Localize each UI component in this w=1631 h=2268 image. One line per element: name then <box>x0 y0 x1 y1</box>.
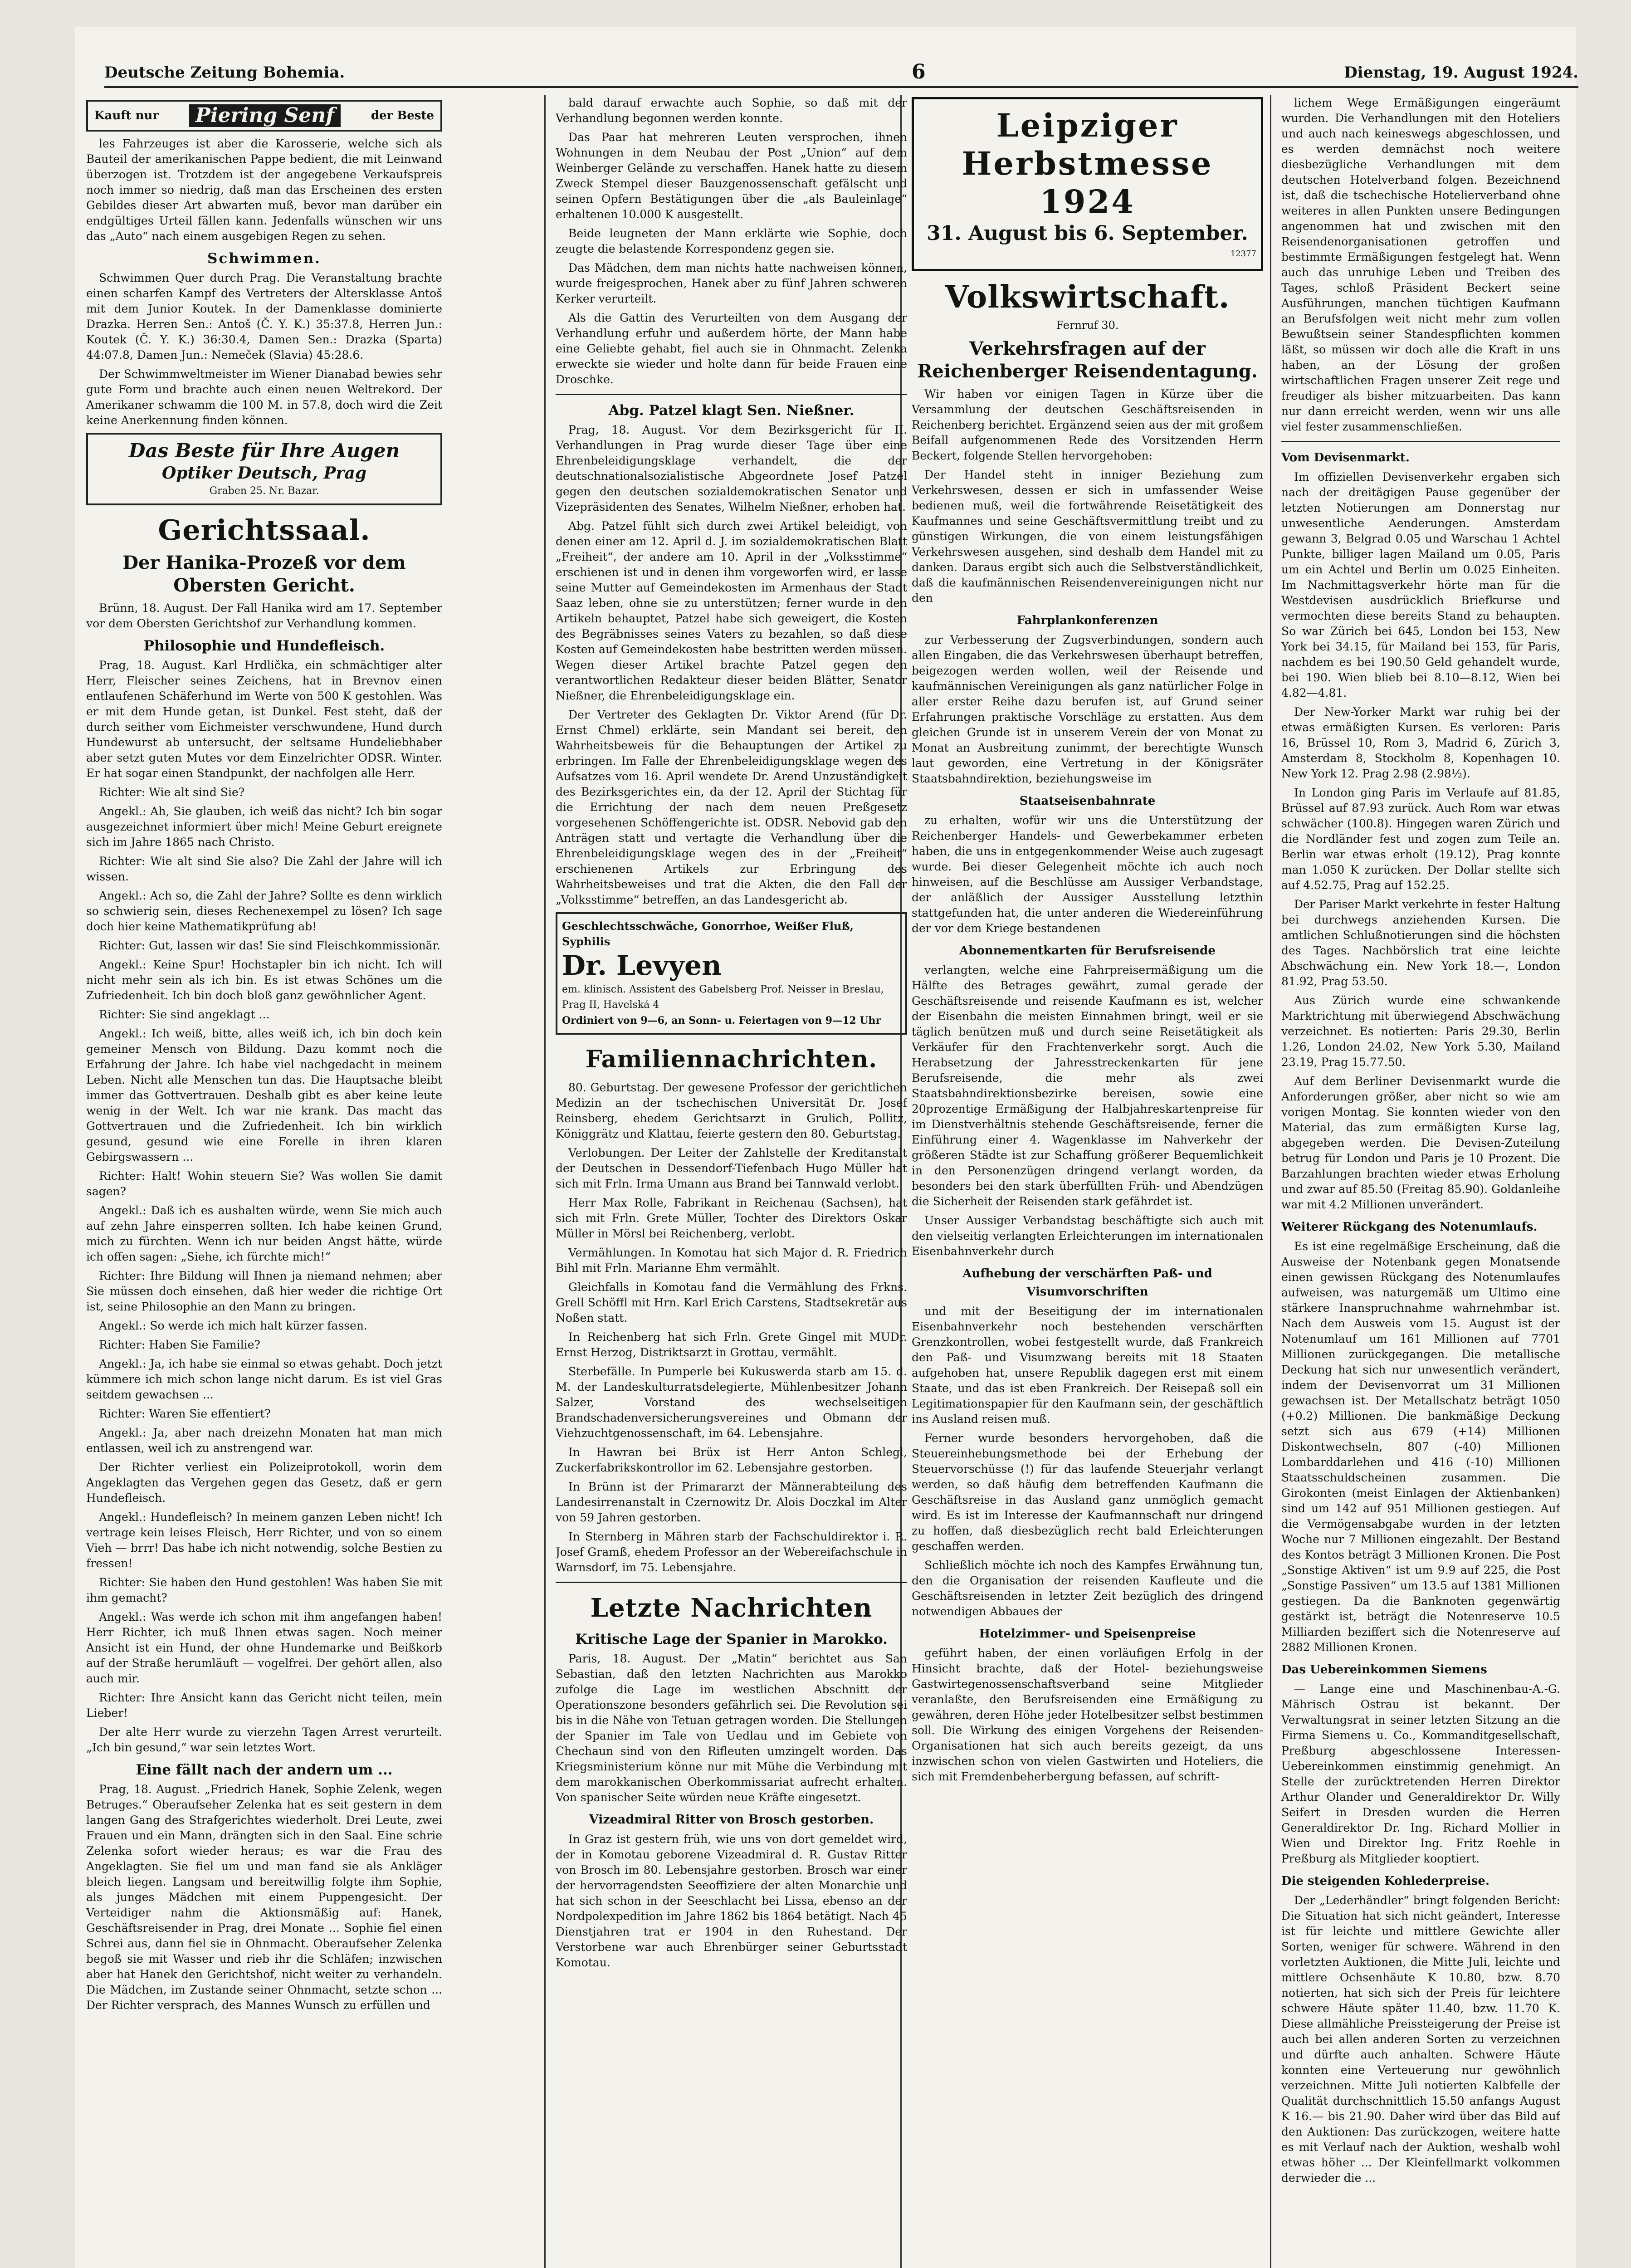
fair-dates: 31. August bis 6. September. <box>927 222 1248 245</box>
section-heading: Familiennachrichten. <box>585 1046 878 1073</box>
column-2 <box>556 95 907 2268</box>
subheading: Fahrplankonferenzen <box>1016 614 1158 627</box>
paragraph: Angekl.: So werde ich mich halt kürzer fassen. <box>99 1319 367 1332</box>
article-headline: Philosophie und Hundefleisch. <box>143 638 385 654</box>
paragraph: In Sternberg in Mähren starb der Fachschuldirektor i. R. Josef Gramß, ehedem Professor an der Webereifachschule in Warnsdorf, im 75. Lebensjahre. <box>556 1530 907 1574</box>
ad-name: Optiker Deutsch, Prag <box>161 464 367 483</box>
section-heading: Volkswirtschaft. <box>945 279 1230 315</box>
article-headline: Weiterer Rückgang des Notenumlaufs. <box>1281 1220 1538 1234</box>
issue-date: Dienstag, 19. August 1924. <box>1344 64 1578 82</box>
paragraph: und mit der Beseitigung der im internationalen Eisenbahnverkehr noch bestehenden verschärften Grenzkontrollen, wobei festgestellt wurde, daß Frankreich den Paß- und Visumzwang bereits mit 18 Staaten aufgehoben hat, unsere Republik dagegen erst mit einem Staate, und das ist eben Frankreich. Der Reisepaß soll ein Legitimationspapier für den Kaufmann sein, der geschäftlich ins Ausland reisen muß. <box>912 1305 1263 1426</box>
article-headline: Vom Devisenmarkt. <box>1281 451 1410 464</box>
paragraph: Angekl.: Ach so, die Zahl der Jahre? Sollte es denn wirklich so schwierig sein, dieses Rechenexempel zu lösen? Ich sage doch hier keine Mathematikprüfung ab! <box>86 889 442 933</box>
paragraph: Prag, 18. August. Vor dem Bezirksgericht für II. Verhandlungen in Prag wurde dieser Tage über eine Ehrenbeleidigungsklage verhandelt, die der deutschnationalsozialistische Abgeordnete Josef Patzel gegen den deutschen sozialdemokratischen Senator und Vizepräsidenten des Senates, Wilhelm Nießner, erhoben hat. <box>556 423 907 513</box>
subheading: Staatseisenbahnrate <box>1019 794 1156 808</box>
paragraph: Angekl.: Daß ich es aushalten würde, wenn Sie mich auch auf zehn Jahre einsperren sollten. Ich habe keinen Grund, mich zu fürchten. Wenn ich nur beiden Angst hätte, würde ich offen sagen: „Siehe, ich fürchte mich!“ <box>86 1204 442 1263</box>
paragraph: Vermählungen. In Komotau hat sich Major d. R. Friedrich Bihl mit Frln. Marianne Ehm vermählt. <box>556 1246 907 1275</box>
paragraph: verlangten, welche eine Fahrpreisermäßigung um die Hälfte des Betrages gewährt, zumal gerade der Geschäftsreisende und reisende Kaufmann es ist, welcher der Eisenbahn die meisten Einnahmen bringt, weil er sie täglich benützen muß und durch seine Reisetätigkeit als Verkäufer für den Frachtenverkehr sorgt. Auch die Herabsetzung der Jahresstreckenkarten für jene Berufsreisende, die mehr als zwei Staatsbahndirektionsbezirke bereisen, sowie eine 20prozentige Ermäßigung der Halbjahreskartenpreise für im Dienstverhältnis stehende Geschäftsreisende, ferner die Einführung einer 4. Wagenklasse im Nahverkehr der größeren Städte ist zur Schaffung größerer Bequemlichkeit in den Personenzügen dringend verlangt worden, da besonders bei den stark überfüllten Früh- und Abendzügen die Sicherheit der Reisenden stark gefährdet ist. <box>912 963 1263 1208</box>
paragraph: Der Richter verliest ein Polizeiprotokoll, worin dem Angeklagten das Vergehen gegen das Gesetz, daß er gern Hundefleisch. <box>86 1461 442 1505</box>
paragraph: Angekl.: Was werde ich schon mit ihm angefangen haben! Herr Richter, ich muß Ihnen etwas sagen. Noch meiner Ansicht ist ein Hund, der ohne Hundemarke und Beißkorb auf der Straße herumläuft — vogelfrei. Der gehört allen, also auch mir. <box>86 1610 442 1685</box>
paragraph: Es ist eine regelmäßige Erscheinung, daß die Ausweise der Notenbank gegen Monatsende einen gewissen Rückgang des Notenumlaufes aufweisen, was naturgemäß um Ultimo eine stärkere Inanspruchnahme wahrnehmbar ist. Nach dem Ausweis vom 15. August ist der Notenumlauf um 161 Millionen auf 7701 Millionen zurückgegangen. Die metallische Deckung hat sich nur unwesentlich verändert, indem der Devisenvorrat um 31 Millionen gewachsen ist. Der Metallschatz beträgt 1050 (+0.2) Millionen. Die bankmäßige Deckung setzt sich aus 679 (+14) Millionen Diskontwechseln, 807 (-40) Millionen Lombarddarlehen und 416 (-10) Millionen Staatsschuldscheinen zusammen. Die Girokonten (meist Einlagen der Aktienbanken) sind um 142 auf 951 Millionen gestiegen. Auf die Vermögensabgabe wurden in der letzten Woche nur 7 Millionen eingezahlt. Der Bestand des Kontos beträgt 3 Millionen Kronen. Die Post „Sonstige Aktiven“ ist um 9.9 auf 225, die Post „Sonstige Passiven“ um 13.5 auf 1381 Millionen gestiegen. Da die Banknoten gegenwärtig gestärkt ist, beträgt die Notenreserve 10.5 Milliarden beziffert sich die Notenreserve auf 2882 Millionen Kronen. <box>1281 1240 1560 1654</box>
paragraph: Richter: Halt! Wohin steuern Sie? Was wollen Sie damit sagen? <box>86 1169 442 1198</box>
divider <box>556 394 907 395</box>
paragraph: Schließlich möchte ich noch des Kampfes Erwähnung tun, den die Organisation der reisenden Kaufleute und die Geschäftsreisenden in letzter Zeit bezüglich des dringend notwendigen Abbaues der <box>912 1559 1263 1618</box>
paragraph: Prag, 18. August. Karl Hrdlička, ein schmächtiger alter Herr, Fleischer seines Zeichens, hat in Brevnov einen entlaufenen Schäferhund im Werte von 500 K gestohlen. Was er mit dem Hunde getan, ist Dunkel. Fest steht, daß der durch seither vom Eichmeister verschwundene, Hund durch Hundewurst ab untersucht, der seltsame Hundeliebhaber aber setzt guten Mutes vor dem Einzelrichter ODSR. Winter. Er hat sogar einen Standpunkt, der nachfolgen alle Herr. <box>86 659 442 780</box>
section-heading: Letzte Nachrichten <box>590 1593 873 1623</box>
ad-hours: Ordiniert von 9—6, an Sonn- u. Feiertagen von 9—12 Uhr <box>562 1015 881 1026</box>
leipzig-fair-ad <box>912 97 1263 271</box>
section-heading: Schwimmen. <box>207 250 321 267</box>
section-subtitle: Fernruf 30. <box>1056 319 1119 332</box>
paragraph: Der Handel steht in inniger Beziehung zum Verkehrswesen, dessen er sich in umfassender Weise bedienen muß, weil die fortwährende Reisetätigkeit des Kaufmannes und seine Geschäftsvermittlung treibt und zu günstigen Wirkungen, die von einem leistungsfähigen Verkehrswesen ausgehen, sind deshalb dem Handel mit zu danken. Daraus ergibt sich auch die Selbstverständlichkeit, daß die kaufmännischen Reisendenvereinigungen nicht nur den <box>912 468 1263 605</box>
paper-name: Deutsche Zeitung Bohemia. <box>104 64 345 82</box>
optiker-ad <box>86 433 442 505</box>
paragraph: In Brünn ist der Primararzt der Männerabteilung des Landesirrenanstalt in Czernowitz Dr. Alois Doczkal im Alter von 59 Jahren gestorben. <box>556 1480 907 1524</box>
masthead <box>104 59 1578 88</box>
paragraph: Richter: Wie alt sind Sie also? Die Zahl der Jahre will ich wissen. <box>86 855 442 883</box>
paragraph: Brünn, 18. August. Der Fall Hanika wird am 17. September vor dem Obersten Gerichtshof zur Verhandlung kommen. <box>86 601 442 630</box>
paragraph: Als die Gattin des Verurteilten von dem Ausgang der Verhandlung erfuhr und außerdem hörte, der Mann habe eine Geliebte gehabt, fiel auch sie in Ohnmacht. Zelenka erweckte sie wieder und holte dann für beide Frauen eine Droschke. <box>556 311 907 386</box>
divider <box>1281 441 1560 442</box>
paragraph: Das Mädchen, dem man nichts hatte nachweisen können, wurde freigesprochen, Hanek aber zu fünf Jahren schweren Kerker verurteilt. <box>556 261 907 305</box>
column-4 <box>1281 95 1560 2268</box>
paragraph: lichem Wege Ermäßigungen eingeräumt wurden. Die Verhandlungen mit den Hoteliers und auch nach keineswegs abgeschlossen, und es werden demnächst noch weitere diesbezügliche Verhandlungen mit dem deutschen Hotelverband folgen. Bezeichnend ist, daß die tschechische Hotelierverband ohne weiteres in allen Punkten unsere Bedingungen angenommen hat und zwischen mit den Reisendenorganisationen getroffen und bestimmte Ermäßigungen festgelegt hat. Wenn auch das unruhige Leben und Treiben des Tages, schloß Präsident Beckert seine Ausführungen, manchen tüchtigen Kaufmann an Berufsfolgen weit nicht mehr zum vollen Bewußtsein seiner Standespflichten kommen läßt, so müssen wir doch alle die Kraft in uns haben, an der Lösung der großen wirtschaftlichen Fragen unserer Zeit rege und freudiger als bisher mitzuarbeiten. Das kann nur dann erreicht werden, wenn wir uns alle viel fester zusammenschließen. <box>1281 96 1560 433</box>
paragraph: Ferner wurde besonders hervorgehoben, daß die Steuereinhebungsmethode bei der Erhebung der Steuervorschüsse (!) für das laufende Steuerjahr verlangt werden, so daß häufig dem betreffenden Kaufmann die Geschäftsreise in das Ausland ganz unmöglich gemacht wird. Es ist im Interesse der Kaufmannschaft nur dringend zu hoffen, daß diesbezüglich recht bald Erleichterungen geschaffen werden. <box>912 1432 1263 1553</box>
paragraph: Richter: Sie sind angeklagt ... <box>99 1008 270 1021</box>
newspaper-page <box>75 27 1576 2268</box>
paragraph: In Hawran bei Brüx ist Herr Anton Schlegl, Zuckerfabrikskontrollor im 62. Lebensjahre gestorben. <box>556 1446 907 1474</box>
page-number: 6 <box>912 60 926 83</box>
paragraph: Gleichfalls in Komotau fand die Vermählung des Frkns. Grell Schöffl mit Hrn. Karl Erich Carstens, Stadtsekretär aus Noßen statt. <box>556 1281 907 1325</box>
paragraph: Abg. Patzel fühlt sich durch zwei Artikel beleidigt, von denen einer am 12. April d. J. im sozialdemokratischen Blatt „Freiheit“, der andere am 10. April in der „Volksstimme“ erschienen ist und in denen ihm vorgeworfen wird, er lasse seine Mutter auf Gemeindekosten im Armenhaus der Stadt Saaz leben, ohne sie zu unterstützen; ferner wurde in den Artikeln behauptet, Patzel habe sich geweigert, die Kosten des Begräbnisses seines Vaters zu bezahlen, so daß diese Kosten auf Gemeindekosten habe bestritten werden müssen. Wegen dieser Artikel brachte Patzel gegen den verantwortlichen Redakteur dieser beiden Blätter, Senator Nießner, die Ehrenbeleidigungsklage ein. <box>556 519 907 702</box>
paragraph: Richter: Ihre Ansicht kann das Gericht nicht teilen, mein Lieber! <box>86 1691 442 1720</box>
paragraph: Der Pariser Markt verkehrte in fester Haltung bei durchwegs anziehenden Kursen. Die amtlichen Schlußnotierungen sind die höchsten des Tages. Nachbörslich trat eine leichte Abschwächung ein. New York 18.—, London 81.92, Prag 53.50. <box>1281 898 1560 988</box>
paragraph: Angekl.: Ja, aber nach dreizehn Monaten hat man mich entlassen, weil ich zu anstrengend war. <box>86 1426 442 1455</box>
ad-topline: Geschlechtsschwäche, Gonorrhoe, Weißer Fluß, Syphilis <box>562 919 854 948</box>
paragraph: Auf dem Berliner Devisenmarkt wurde die Anforderungen größer, aber nicht so wie am vorigen Montag. Sie konnten wieder von den Material, das zum ermäßigten Kurse lag, abgegeben werden. Die Devisen-Zuteilung betrug für London und Paris je 10 Prozent. Die Barzahlungen brachten wieder etwas Erholung und zwar auf 85.50 (Freitag 85.90). Goldanleihe war mit 4.2 Millionen unverändert. <box>1281 1075 1560 1211</box>
ad-headline: Das Beste für Ihre Augen <box>128 440 400 462</box>
paragraph: Angekl.: Ah, Sie glauben, ich weiß das nicht? Ich bin sogar ausgezeichnet informiert über mich! Meine Geburt ereignete sich im Jahre 1865 nach Christo. <box>86 805 442 849</box>
paragraph: In Reichenberg hat sich Frln. Grete Gingel mit MUDr. Ernst Herzog, Distriktsarzt in Grottau, vermählt. <box>556 1330 907 1359</box>
paragraph: Richter: Ihre Bildung will Ihnen ja niemand nehmen; aber Sie müssen doch einsehen, daß hier weder die richtige Ort ist, seine Philosophie an den Mann zu bringen. <box>86 1269 442 1313</box>
paragraph: Das Paar hat mehreren Leuten versprochen, ihnen Wohnungen in dem Neubau der Post „Union“ auf dem Weinberger Gelände zu verschaffen. Hanek hatte zu diesem Zweck Stempel dieser Bauzgenossenschaft gefälscht und seinen Opfern Bestätigungen über die „als Bauleinlage“ erhaltenen 10.000 K ausgestellt. <box>556 131 907 221</box>
article-headline: Das Uebereinkommen Siemens <box>1281 1663 1487 1677</box>
paragraph: Angekl.: Keine Spur! Hochstapler bin ich nicht. Ich will nicht mehr sein als ich bin. Es ist etwas Schönes um die Zufriedenheit. Ich bin doch bloß ganz gewöhnlicher Agent. <box>86 958 442 1002</box>
ad-text: der Beste <box>371 109 434 122</box>
article-headline: Vizeadmiral Ritter von Brosch gestorben. <box>589 1813 874 1827</box>
levyen-ad <box>556 912 907 1035</box>
paragraph: Richter: Haben Sie Familie? <box>99 1338 260 1351</box>
column-1 <box>86 95 442 2268</box>
paragraph: Sterbefälle. In Pumperle bei Kukuswerda starb am 15. d. M. der Landeskulturratsdelegierte, Mühlenbesitzer Johann Salzer, Vorstand des wechselseitigen Brandschadenversicherungsvereines und Obmann der Viehzuchtgenossenschaft, im 64. Lebensjahre. <box>556 1365 907 1440</box>
paragraph: Der New-Yorker Markt war ruhig bei der etwas ermäßigten Kursen. Es verloren: Paris 16, Brüssel 10, Rom 3, Madrid 6, Zürich 3, Amsterdam 8, Stockholm 8, Kopenhagen 10. New York 12. Prag 2.98 (2.98½). <box>1281 705 1560 780</box>
article-headline: Der Hanika-Prozeß vor dem Obersten Gericht. <box>122 552 406 596</box>
subheading: Abonnementkarten für Berufsreisende <box>959 944 1216 958</box>
ad-address: Graben 25. Nr. Bazar. <box>209 485 319 497</box>
column-rule <box>1270 95 1271 2268</box>
mustard-ad <box>86 100 442 132</box>
paragraph: Angekl.: Hundefleisch? In meinem ganzen Leben nicht! Ich vertrage kein leises Fleisch, Herr Richter, und von so einem Vieh — brrr! Das habe ich nicht notwendig, solche Bestien zu fressen! <box>86 1510 442 1570</box>
section-heading: Gerichtssaal. <box>158 513 371 547</box>
divider <box>556 1582 907 1583</box>
paragraph: zur Verbesserung der Zugsverbindungen, sondern auch allen Eingaben, die das Verkehrswesen überhaupt betreffen, beigezogen werden wollen, weil der Reisende und kaufmännischen Vereinigungen als ganz natürlicher Folge in aller erster Reihe dazu berufen ist, auf Grund seiner Erfahrungen praktische Vorschläge zu erstatten. Aus dem gleichen Grunde ist in unserem Verein der von Monat zu Monat an Ausbreitung zunimmt, der berechtigte Wunsch laut geworden, eine Vertretung in der Königsräter Staatsbahndirektion, beziehungsweise im <box>912 633 1263 785</box>
fair-title: Leipziger <box>996 107 1179 144</box>
paragraph: In Graz ist gestern früh, wie uns von dort gemeldet wird, der in Komotau geborene Vizeadmiral d. R. Gustav Ritter von Brosch im 80. Lebensjahre gestorben. Brosch war einer der hervorragendsten Seeoffiziere der alten Monarchie und hat sich schon in der Seeschlacht bei Lissa, ebenso an der Nordpolexpedition im Jahre 1862 bis 1864 betätigt. Nach 45 Dienstjahren trat er 1904 in den Ruhestand. Der Verstorbene war auch Ehrenbürger seiner Geburtsstadt Komotau. <box>556 1833 907 1969</box>
paragraph: bald darauf erwachte auch Sophie, so daß mit der Verhandlung begonnen werden konnte. <box>556 96 907 125</box>
ad-text: Kauft nur <box>94 109 159 122</box>
paragraph: Prag, 18. August. „Friedrich Hanek, Sophie Zelenk, wegen Betruges.“ Oberaufseher Zelenka hat es seit gestern in dem langen Gang des Strafgerichtes wiederholt. Drei Leute, zwei Frauen und ein Mann, drängten sich in den Saal. Eine schrie Zelenka sofort wieder heraus; es war die Frau des Angeklagten. Sie fiel um und man fand sie als Ankläger bleich liegen. Langsam und bereitwillig folgte ihm Sophie, als junges Mädchen mit einem Puppengesicht. Der Verteidiger nahm die Aktionsmäßig auf: Hanek, Geschäftsreisender in Prag, drei Monate ... Sophie fiel einen Schrei aus, dann fiel sie in Ohnmacht. Oberaufseher Zelenka begoß sie mit Wasser und rieb ihr die Schläfen; inzwischen aber hat Hanek den Gerichtshof, nicht weiter zu verhandeln. Die Mädchen, im Zustande seiner Ohnmacht, setzte schon ... Der Richter versprach, des Mannes Wunsch zu erfüllen und <box>86 1783 442 2012</box>
paragraph: Wir haben vor einigen Tagen in Kürze über die Versammlung der deutschen Geschäftsreisenden in Reichenberg berichtet. Ergänzend seien aus der mit großem Beifall aufgenommenen Rede des Vorsitzenden Herrn Beckert, folgende Stellen hervorgehoben: <box>912 387 1263 462</box>
paragraph: Paris, 18. August. Der „Matin“ berichtet aus San Sebastian, daß den letzten Nachrichten aus Marokko zufolge die Lage im westlichen Abschnitt der Operationszone besonders gefährlich sei. Die Revolution sei bis in die Nähe von Tetuan getragen worden. Die Stellungen der Spanier im Tale von Uedlau und im Gebiete von Chechaun sind von den Rifleuten umzingelt worden. Das Kriegsministerium könne nur mit Mühe die Verbindung mit dem marokkanischen Oberkommissariat aufrecht erhalten. Von spanischer Seite würden neue Kräfte eingesetzt. <box>556 1652 907 1804</box>
column-rule <box>544 95 546 2268</box>
article-headline: Verkehrsfragen auf der Reichenberger Reisendentagung. <box>917 338 1258 382</box>
paragraph: Aus Zürich wurde eine schwankende Marktrichtung mit überwiegend Abschwächung verzeichnet. Es notierten: Paris 29.30, Berlin 1.26, London 24.02, New York 5.30, Mailand 23.19, Prag 15.77.50. <box>1281 994 1560 1069</box>
paragraph: — Lange eine und Maschinenbau-A.-G. Mährisch Ostrau ist bekannt. Der Verwaltungsrat in seiner letzten Sitzung an die Firma Siemens u. Co., Kommanditgesellschaft, Preßburg abgeschlossene Interessen-Uebereinkommen einstimmig genehmigt. An Stelle der zurücktretenden Herren Direktor Arthur Olander und Generaldirektor Dr. Willy Seifert in Dresden wurden die Herren Generaldirektor Dr. Ing. Richard Mollier in Wien und Direktor Ing. Fritz Roehle in Preßburg als Mitglieder kooptiert. <box>1281 1682 1560 1865</box>
article-headline: Eine fällt nach der andern um ... <box>136 1762 393 1778</box>
article-headline: Die steigenden Kohlederpreise. <box>1281 1874 1490 1888</box>
column-3 <box>912 95 1263 2268</box>
ad-detail: em. klinisch. Assistent des Gabelsberg Prof. Neisser in Breslau, Prag II, Havelská 4 <box>562 984 884 1011</box>
paragraph: Der Vertreter des Geklagten Dr. Viktor Arend (für Dr. Ernst Chmel) erklärte, sein Mandant sei bereit, den Wahrheitsbeweis für die Behauptungen der Artikel zu erbringen. Im Falle der Ehrenbeleidigungsklage wegen des Aufsatzes vom 16. April wendete Dr. Arend Unzuständigkeit des Bezirksgerichtes ein, da der 12. April der Stichtag für die Errichtung der nach dem neuen Preßgesetz vorgesehenen Schöffengerichte ist. ODSR. Nebovid gab den Anträgen statt und vertagte die Verhandlung über die Ehrenbeleidigungsklage wegen des in der „Freiheit“ erschienenen Artikels zur Erbringung des Wahrheitsbeweises und trat die Akten, die den Fall der „Volksstimme“ betreffen, an das Landesgericht ab. <box>556 708 907 906</box>
paragraph: Im offiziellen Devisenverkehr ergaben sich nach der dreitägigen Pause gegenüber der letzten Notierungen am Donnerstag nur unwesentliche Aenderungen. Amsterdam gewann 3, Belgrad 0.05 und Warschau 1 Achtel Punkte, billiger lagen Mailand um 0.05, Paris um ein Achtel und Berlin um 0.025 Einheiten. Im Nachmittagsverkehr hörte man für die Westdevisen ausdrücklich Briefkurse und vermochten diese bereits Stand zu behaupten. So war Zürich bei 645, London bei 153, New York bei 34.15, für Mailand bei 153, für Paris, nachdem es bei 190.50 Geld gehandelt wurde, bei 190. Wien blieb bei 8.10—8.12, Wien bei 4.82—4.81. <box>1281 470 1560 699</box>
paragraph: Richter: Sie haben den Hund gestohlen! Was haben Sie mit ihm gemacht? <box>86 1576 442 1604</box>
subheading: Aufhebung der verschärften Paß- und Visumvorschriften <box>962 1267 1212 1299</box>
paragraph: Richter: Waren Sie effentiert? <box>99 1407 271 1420</box>
paragraph: geführt haben, der einen vorläufigen Erfolg in der Hinsicht brachte, daß der Hotel- beziehungsweise Gastwirtegenossenschaftsverband seine Mitglieder veranlaßte, den Berufsreisenden eine Ermäßigung zu gewähren, deren Höhe jeder Hotelbesitzer selbst bestimmen soll. Die Wirkung des einigen Vorgehens der Reisenden-Organisationen hat sich auch bereits gezeigt, da uns inzwischen schon von vielen Gastwirten und Hoteliers, die sich mit Fremdenbeherbergung befassen, auf schrift- <box>912 1647 1263 1783</box>
subheading: Hotelzimmer- und Speisenpreise <box>979 1627 1196 1641</box>
fair-title: Herbstmesse 1924 <box>962 145 1213 220</box>
paragraph: Der Schwimmweltmeister im Wiener Dianabad bewies sehr gute Form und brachte auch einen neuen Weltrekord. Der Amerikaner schwamm die 100 M. in 57.8, doch wird die Zeit keine Anerkennung finden können. <box>86 367 442 427</box>
paragraph: Schwimmen Quer durch Prag. Die Veranstaltung brachte einen scharfen Kampf des Vertreters der Altersklasse Antoš mit dem Junior Koutek. In der Damenklasse dominierte Drazka. Herren Sen.: Antoš (Č. Y. K.) 35:37.8, Herren Jun.: Koutek (Č. Y. K.) 36:30.4, Damen Sen.: Drazka (Sparta) 44:07.8, Damen Jun.: Nemeček (Slavia) 45:28.6. <box>86 271 442 362</box>
paragraph: Der „Lederhändler“ bringt folgenden Bericht: Die Situation hat sich nicht geändert, Interesse ist für leichte und mittlere Gewichte aller Sorten, weniger für schwere. Während in den vorletzten Auktionen, die Mitte Juli, leichte und mittlere Ochsenhäute K 10.80, bzw. 8.70 notierten, hat sich sich der Preis für leichtere schwere Häute später 11.40, bzw. 11.70 K. Diese allmähliche Preissteigerung der Preise ist auch bei allen anderen Sorten zu verzeichnen und dürfte auch anhalten. Schwere Häute konnten eine Verteuerung nur gewöhnlich verzeichnen. Mitte Juli notierten Kalbfelle der Qualität durchschnittlich 15.50 anfangs August K 16.— bis 21.90. Daher wird über das Bild auf den Auktionen: Das zurückzogen, weitere hatte es mit Verlauf nach der Auktion, weshalb wohl etwas höher ... Der Kleinfellmarkt volkommen derwieder die ... <box>1281 1894 1560 2185</box>
paragraph: les Fahrzeuges ist aber die Karosserie, welche sich als Bauteil der amerikanischen Pappe bedient, die mit Leinwand überzogen ist. Trotzdem ist der angegebene Verkaufspreis noch immer so niedrig, daß man das Erscheinen des ersten Gebildes dieser Art abwarten muß, bevor man darüber ein endgültiges Urteil fällen kann. Jedenfalls wünschen wir uns das „Auto“ nach einem ausgebigen Regen zu sehen. <box>86 137 442 243</box>
paragraph: Angekl.: Ja, ich habe sie einmal so etwas gehabt. Doch jetzt kümmere ich mich schon lange nicht darum. Es ist viel Gras seitdem gewachsen ... <box>86 1357 442 1401</box>
paragraph: Beide leugneten der Mann erklärte wie Sophie, doch zeugte die belastende Korrespondenz gegen sie. <box>556 227 907 255</box>
article-headline: Abg. Patzel klagt Sen. Nießner. <box>608 402 855 419</box>
paragraph: Unser Aussiger Verbandstag beschäftigte sich auch mit den vielseitig verlangten Erleichterungen im internationalen Eisenbahnverkehr durch <box>912 1214 1263 1258</box>
paragraph: Der alte Herr wurde zu vierzehn Tagen Arrest verurteilt. „Ich bin gesund,“ war sein letztes Wort. <box>86 1725 442 1754</box>
paragraph: Verlobungen. Der Leiter der Zahlstelle der Kreditanstalt der Deutschen in Dessendorf-Tiefenbach Hugo Müller hat sich mit Frln. Irma Umann aus Brand bei Tannwald verlobt. <box>556 1146 907 1190</box>
paragraph: Angekl.: Ich weiß, bitte, alles weiß ich, ich bin doch kein gemeiner Mensch von Bildung. Dazu kommt noch die Erfahrung der Jahre. Ich habe viel nachgedacht in meinem Leben. Nicht alle Menschen tun das. Die Hauptsache bleibt immer das Gottvertrauen. Deshalb gibt es aber keine leute wenig in der Welt. Ich war nie krank. Das macht das Gottvertrauen und die Zufriedenheit. Ich bin wirklich gesund, gesund wie eine Forelle in ihren klaren Gebirgswassern ... <box>86 1027 442 1163</box>
ad-brand: Piering Senf <box>189 104 341 127</box>
ad-name: Dr. Levyen <box>562 950 722 982</box>
article-headline: Kritische Lage der Spanier in Marokko. <box>575 1631 888 1647</box>
paragraph: zu erhalten, wofür wir uns die Unterstützung der Reichenberger Handels- und Gewerbekammer erbeten haben, die uns in entgegenkommender Weise auch zugesagt wurde. Bei dieser Gelegenheit möchte ich auch noch hinweisen, auf die Beschlüsse am Aussiger Verbandstage, der anläßlich der Aussiger Ausstellung letzthin stattgefunden hat, die unter anderen die Wiedereinführung der vor dem Kriege bestandenen <box>912 814 1263 935</box>
ad-code: 12377 <box>1230 249 1256 259</box>
paragraph: In London ging Paris im Verlaufe auf 81.85, Brüssel auf 87.93 zurück. Auch Rom war etwas schwächer (100.8). Hingegen waren Zürich und die Nordländer fest und zogen zum Teile an. Berlin war etwas erholt (19.12), Prag konnte man 1.050 K zurücken. Der Dollar stellte sich auf 4.52.75, Prag auf 152.25. <box>1281 786 1560 892</box>
paragraph: 80. Geburtstag. Der gewesene Professor der gerichtlichen Medizin an der tschechischen Universität Dr. Josef Reinsberg, ehedem Gerichtsarzt in Grulich, Pollitz, Königgrätz und Klattau, feierte gestern den 80. Geburtstag. <box>556 1081 907 1140</box>
paragraph: Herr Max Rolle, Fabrikant in Reichenau (Sachsen), hat sich mit Frln. Grete Müller, Tochter des Direktors Oskar Müller in Mörsl bei Reichenberg, verlobt. <box>556 1196 907 1240</box>
paragraph: Richter: Wie alt sind Sie? <box>99 786 245 799</box>
paragraph: Richter: Gut, lassen wir das! Sie sind Fleischkommissionär. <box>99 939 440 952</box>
